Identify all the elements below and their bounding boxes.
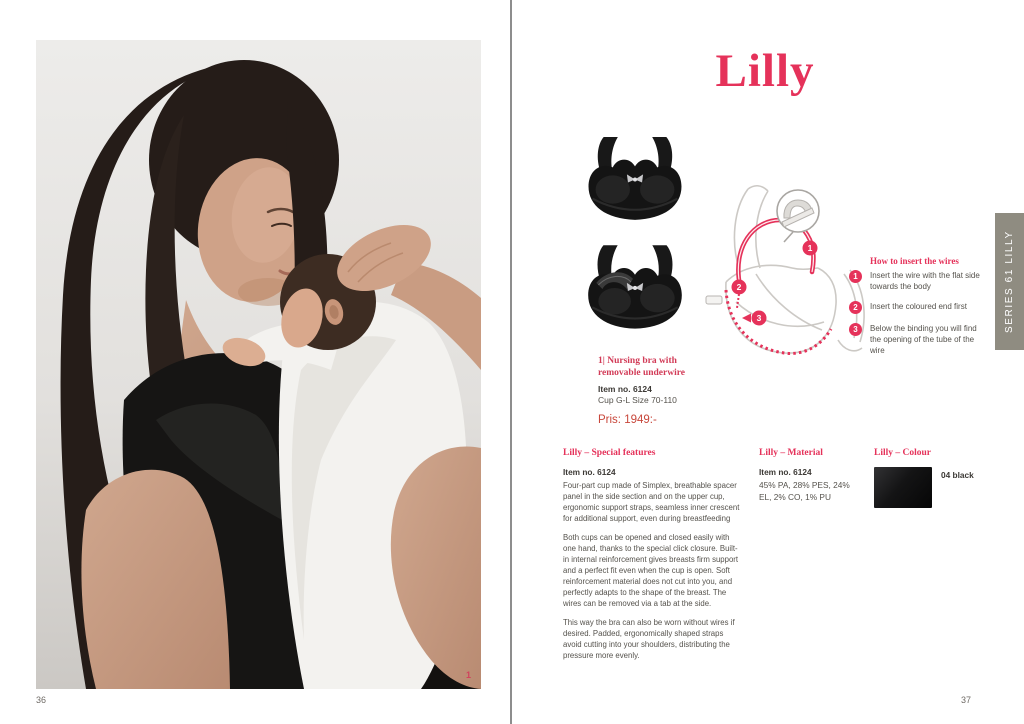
colour-heading: Lilly – Colour xyxy=(874,448,932,458)
special-features-paragraph: Four-part cup made of Simplex, breathable spacer panel in the side section and on the upper cup, ergonomic support straps, seamless inner crescent for additional support, even during breastfeeding xyxy=(563,481,740,523)
step-3-text: Below the binding you will find the opening of the tube of the wire xyxy=(870,324,977,355)
page-number-left: 36 xyxy=(36,695,47,705)
photo-reference-number: 1 xyxy=(466,670,472,680)
special-features-paragraph: This way the bra can also be worn without wires if desired. Padded, ergonomically shaped straps avoid cutting into your shoulders, distributing the pressure more evenly. xyxy=(563,618,735,660)
special-features-heading: Lilly – Special features xyxy=(563,448,656,458)
step-1-badge: 1 xyxy=(849,270,862,283)
product-price: Pris: 1949:- xyxy=(598,414,657,426)
special-features-section xyxy=(563,448,741,669)
colour-swatch-label: 04 black xyxy=(941,470,974,480)
legend-heading: How to insert the wires xyxy=(870,256,959,266)
diagram-step-1-number: 1 xyxy=(807,243,813,253)
page-title: Lilly xyxy=(715,45,815,97)
material-section xyxy=(759,448,859,503)
side-tab-detail xyxy=(706,296,722,304)
legend-step-3 xyxy=(849,323,989,356)
wire-insertion-diagram xyxy=(698,182,873,372)
product-bra-image-closed xyxy=(578,134,692,230)
legend-step-2 xyxy=(849,301,989,314)
mother-baby-photo-illustration xyxy=(36,40,481,689)
step-2-text: Insert the coloured end first xyxy=(870,302,967,311)
step-2-badge: 2 xyxy=(849,301,862,314)
product-info-block xyxy=(598,355,710,426)
material-composition: 45% PA, 28% PES, 24% EL, 2% CO, 1% PU xyxy=(759,480,850,502)
product-bra-image-open-cup xyxy=(578,240,692,340)
special-features-item-number: Item no. 6124 xyxy=(563,467,616,477)
step3-arrow-icon xyxy=(742,314,751,323)
dotted-seam xyxy=(726,290,831,353)
page-divider xyxy=(510,0,512,724)
product-size-range: Cup G-L Size 70-110 xyxy=(598,395,677,405)
black-colour-swatch xyxy=(874,467,932,508)
special-features-paragraph: Both cups can be opened and closed easily with one hand, thanks to the special click closure. Built-in internal reinforcement gives breasts firm support and a perfect fit even when the cup is open. Soft reinforcement material does not cut into you, and perfectly adapts to the shape of the breast. The wires can be removed via a tab at the side. xyxy=(563,533,739,608)
diagram-step-3-number: 3 xyxy=(756,313,762,323)
product-item-number: Item no. 6124 xyxy=(598,384,652,394)
step-1-text: Insert the wire with the flat side towards the body xyxy=(870,271,980,291)
diagram-step-2-number: 2 xyxy=(736,282,742,292)
wire-arc xyxy=(737,220,813,308)
material-item-number: Item no. 6124 xyxy=(759,467,812,477)
product-name: 1| Nursing bra with removable underwire xyxy=(598,356,685,378)
colour-section xyxy=(874,448,1019,508)
step-3-badge: 3 xyxy=(849,323,862,336)
colour-swatch-row xyxy=(874,467,1019,508)
model-photo xyxy=(36,40,481,689)
material-heading: Lilly – Material xyxy=(759,448,823,458)
legend-step-1 xyxy=(849,270,989,292)
magnifier-detail-icon xyxy=(777,190,819,242)
page-number-right: 37 xyxy=(961,695,972,705)
series-sidebar-tab: SERIES 61 LILLY xyxy=(995,213,1024,350)
how-to-insert-wires-legend xyxy=(849,256,989,365)
